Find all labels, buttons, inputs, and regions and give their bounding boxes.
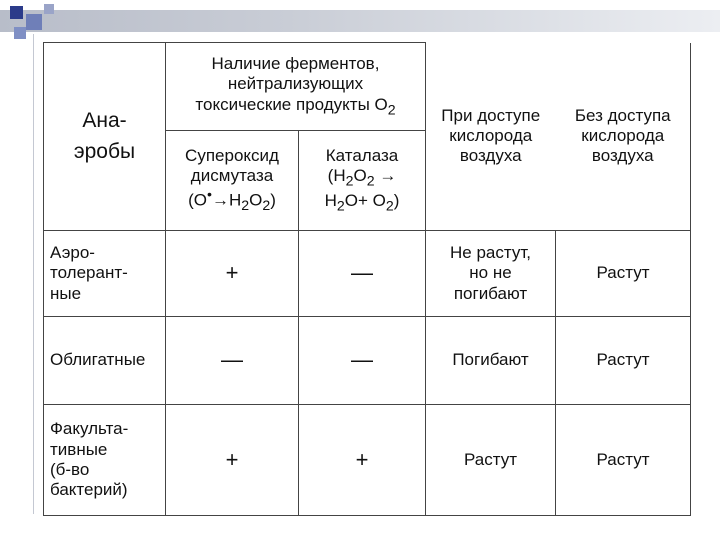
decor-square-icon xyxy=(14,27,26,39)
with-oxygen-cell: Растут xyxy=(426,405,556,516)
corner-line: эробы xyxy=(73,139,136,163)
table-row xyxy=(44,405,691,516)
with-oxygen-header xyxy=(426,43,556,231)
sod-cell: — xyxy=(166,317,299,405)
without-oxygen-cell: Растут xyxy=(556,405,691,516)
corner-header xyxy=(44,43,166,231)
catalase-cell: — xyxy=(299,231,426,317)
decor-square-icon xyxy=(26,14,42,30)
table-row xyxy=(44,231,691,317)
enzymes-header-line: нейтрализующих xyxy=(227,74,364,94)
with-oxygen-cell: Погибают xyxy=(426,317,556,405)
anaerobes-table xyxy=(43,42,691,516)
decor-square-icon xyxy=(44,4,54,14)
sod-header-line: дисмутаза xyxy=(190,166,274,186)
with-oxygen-header-line: При доступе xyxy=(441,105,541,125)
enzymes-header-line: токсические продукты $О_2$ xyxy=(195,94,396,119)
with-oxygen-cell: Не растут, но не погибают xyxy=(426,231,556,317)
without-oxygen-header-line: воздуха xyxy=(591,146,654,166)
with-oxygen-header-line: воздуха xyxy=(459,146,522,166)
sod-header-formula: $(О^•\to H_2O_2)$ xyxy=(188,186,276,214)
catalase-cell: + xyxy=(299,405,426,516)
catalase-header xyxy=(299,131,426,231)
sod-header-line: Супероксид xyxy=(185,146,279,166)
catalase-header-formula: ($H_2O_2$ → xyxy=(327,166,397,190)
without-oxygen-header xyxy=(556,43,691,231)
slide-header-bar xyxy=(0,10,720,32)
decor-square-icon xyxy=(10,6,23,19)
catalase-header-formula: $H_2O+ O_2$) xyxy=(324,190,400,215)
without-oxygen-cell: Растут xyxy=(556,231,691,317)
sod-cell: + xyxy=(166,405,299,516)
sod-header xyxy=(166,131,299,231)
header-row-1 xyxy=(44,43,691,131)
catalase-header-line: Каталаза xyxy=(325,145,399,165)
with-oxygen-header-line: кислорода xyxy=(449,126,533,146)
without-oxygen-header-line: кислорода xyxy=(581,126,665,146)
row-name: Облигатные xyxy=(44,317,166,405)
row-name: Аэро- толерант- ные xyxy=(44,231,166,317)
catalase-cell: — xyxy=(299,317,426,405)
without-oxygen-header-line: Без доступа xyxy=(574,105,671,125)
sod-cell: + xyxy=(166,231,299,317)
without-oxygen-cell: Растут xyxy=(556,317,691,405)
corner-line: Ана- xyxy=(82,109,127,133)
enzymes-header xyxy=(166,43,426,131)
decor-vertical-line xyxy=(33,34,34,514)
row-name: Факульта- тивные (б-во бактерий) xyxy=(44,405,166,516)
table-row xyxy=(44,317,691,405)
enzymes-header-line: Наличие ферментов, xyxy=(211,53,380,73)
